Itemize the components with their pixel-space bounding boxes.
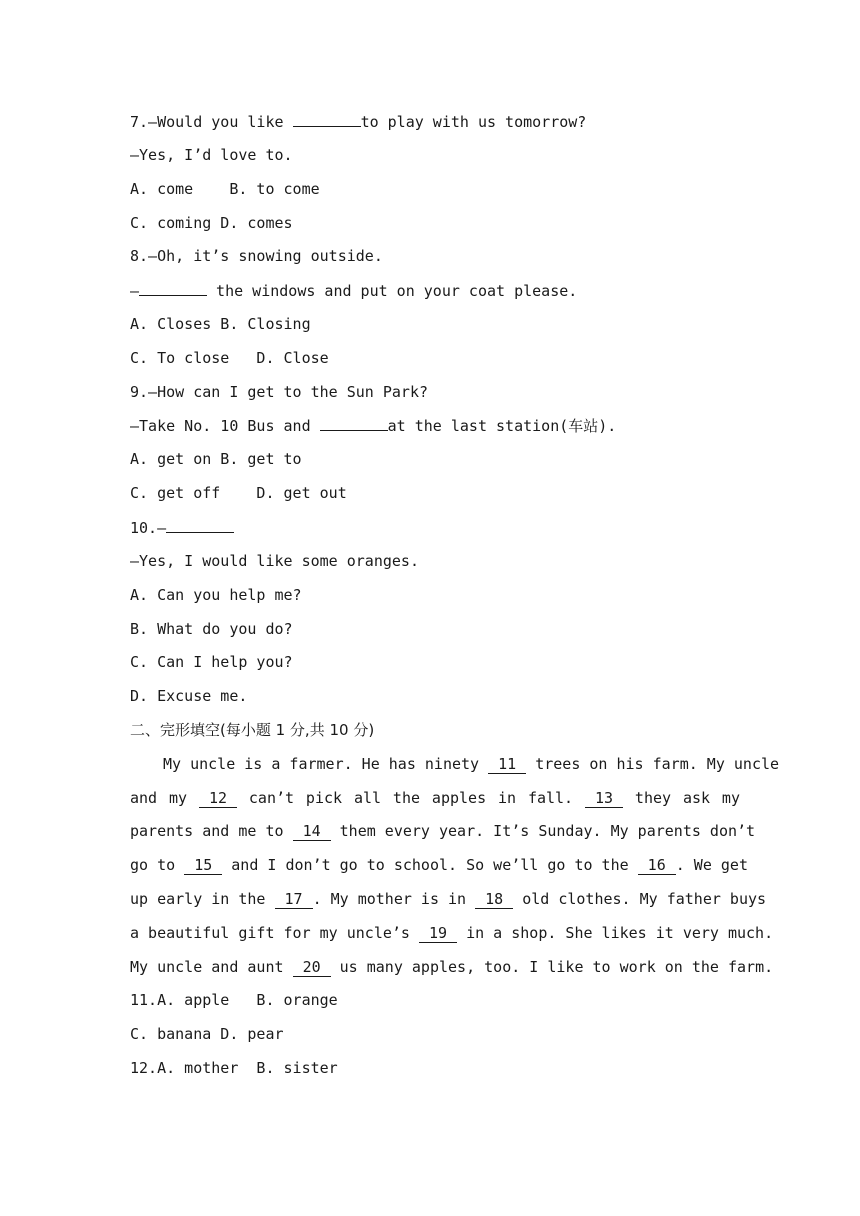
question-9: 9.—How can I get to the Sun Park? (130, 383, 429, 401)
question-9-options-cd: C. get off D. get out (130, 484, 347, 502)
question-9-answer-prefix: —Take No. 10 Bus and (130, 417, 320, 435)
answer-blank (139, 279, 207, 296)
question-8-answer (130, 279, 740, 302)
passage-text: parents and me to (130, 822, 293, 840)
question-9-answer-suffix: at the last station(车站). (387, 417, 617, 435)
question-10-option-b: B. What do you do? (130, 620, 293, 638)
question-8-answer-prefix: — (130, 282, 140, 300)
question-12-options-ab: 12.A. mother B. sister (130, 1059, 338, 1077)
passage-line (163, 753, 780, 775)
blank-16: 16 (638, 856, 676, 875)
question-10-option-a: A. Can you help me? (130, 586, 302, 604)
blank-20: 20 (293, 958, 331, 977)
blank-11: 11 (488, 755, 526, 774)
passage-line (130, 820, 756, 842)
answer-blank (293, 110, 361, 127)
passage-text: us many apples, too. I like to work on the farm. (330, 958, 774, 976)
question-9-options-ab: A. get on B. get to (130, 450, 302, 468)
section-heading: 二、完形填空(每小题 1 分,共 10 分) (130, 721, 375, 739)
question-8: 8.—Oh, it’s snowing outside. (130, 247, 383, 265)
question-8-options-cd: C. To close D. Close (130, 349, 329, 367)
passage-text: can’t pick all the apples in fall. (237, 789, 585, 807)
passage-line (130, 956, 774, 978)
blank-12: 12 (199, 789, 237, 808)
question-7 (130, 110, 740, 133)
passage-line (130, 787, 740, 809)
passage-line (130, 854, 748, 876)
passage-line (130, 888, 767, 910)
passage-line (130, 922, 774, 944)
passage-text: they ask my (623, 789, 740, 807)
question-10-option-c: C. Can I help you? (130, 653, 293, 671)
passage-text: My uncle is a farmer. He has ninety (163, 755, 489, 773)
question-11-options-cd: C. banana D. pear (130, 1025, 284, 1043)
passage-text: . We get (675, 856, 748, 874)
passage-text: . My mother is in (312, 890, 476, 908)
passage-text: old clothes. My father buys (513, 890, 767, 908)
question-10-option-d: D. Excuse me. (130, 687, 248, 705)
passage-text: and I don’t go to school. So we’ll go to the (222, 856, 638, 874)
question-9-answer (130, 414, 740, 437)
blank-14: 14 (293, 822, 331, 841)
passage-text: in a shop. She likes it very much. (457, 924, 774, 942)
blank-15: 15 (184, 856, 222, 875)
passage-text: go to (130, 856, 185, 874)
passage-text: them every year. It’s Sunday. My parents don’t (330, 822, 756, 840)
question-7-answer: —Yes, I’d love to. (130, 146, 293, 164)
blank-19: 19 (419, 924, 457, 943)
question-7-suffix: to play with us tomorrow? (360, 113, 587, 131)
answer-blank (320, 414, 388, 431)
answer-blank (166, 516, 234, 533)
blank-13: 13 (585, 789, 623, 808)
question-11-options-ab: 11.A. apple B. orange (130, 991, 338, 1009)
passage-text: a beautiful gift for my uncle’s (130, 924, 419, 942)
passage-text: and my (130, 789, 199, 807)
blank-17: 17 (275, 890, 313, 909)
question-7-options-cd: C. coming D. comes (130, 214, 293, 232)
passage-text: My uncle and aunt (130, 958, 293, 976)
passage-text: up early in the (130, 890, 275, 908)
question-10-answer: —Yes, I would like some oranges. (130, 552, 419, 570)
question-10-prefix: 10.— (130, 519, 167, 537)
question-7-prefix: 7.—Would you like (130, 113, 293, 131)
question-7-options-ab: A. come B. to come (130, 180, 320, 198)
question-8-options-ab: A. Closes B. Closing (130, 315, 311, 333)
question-10 (130, 516, 740, 539)
blank-18: 18 (475, 890, 513, 909)
passage-text: trees on his farm. My uncle (526, 755, 780, 773)
question-8-answer-suffix: the windows and put on your coat please. (207, 282, 578, 300)
